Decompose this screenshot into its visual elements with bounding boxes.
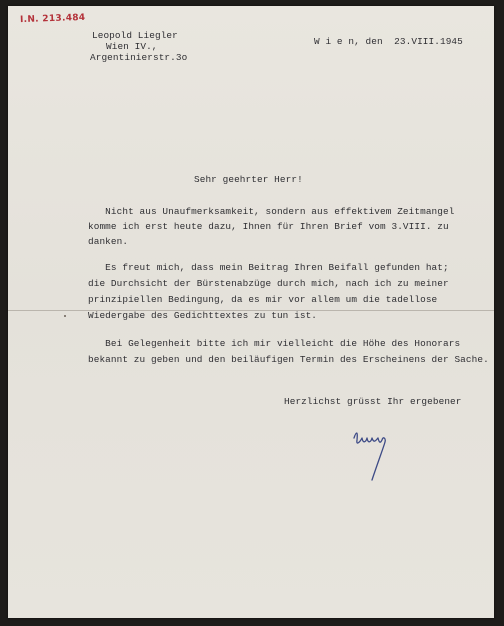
paragraph-1-line-3: danken.: [88, 236, 129, 247]
paragraph-1-line-2: komme ich erst heute dazu, Ihnen für Ihren Brief vom 3.VIII. zu: [88, 221, 449, 232]
sender-name: Leopold Liegler: [92, 30, 178, 41]
paragraph-2-line-3: prinzipiellen Bedingung, da es mir vor allem um die tadellose: [88, 294, 438, 305]
sender-street: Argentinierstr.3o: [90, 52, 188, 63]
ink-dot: [64, 315, 66, 317]
paragraph-2-line-4: Wiedergabe des Gedichttextes zu tun ist.: [88, 310, 318, 321]
paragraph-3-line-1: Bei Gelegenheit bitte ich mir vielleicht die Höhe des Honorars: [88, 338, 461, 349]
paragraph-3-line-2: bekannt zu geben und den beiläufigen Termin des Erscheinens der Sache.: [88, 354, 489, 365]
salutation: Sehr geehrter Herr!: [194, 174, 303, 185]
closing: Herzlichst grüsst Ihr ergebener: [284, 396, 462, 407]
paragraph-2-line-2: die Durchsicht der Bürstenabzüge durch mich, nach ich zu meiner: [88, 278, 449, 289]
dateline: W i e n, den 23.VIII.1945: [314, 36, 463, 47]
paragraph-2-line-1: Es freut mich, dass mein Beitrag Ihren Beifall gefunden hat;: [88, 262, 449, 273]
sender-city: Wien IV.,: [106, 41, 158, 52]
inventory-number: I.N. 213.484: [19, 12, 86, 26]
letter-page: [8, 6, 494, 618]
paragraph-1-line-1: Nicht aus Unaufmerksamkeit, sondern aus effektivem Zeitmangel: [88, 206, 455, 217]
signature: [348, 422, 408, 484]
